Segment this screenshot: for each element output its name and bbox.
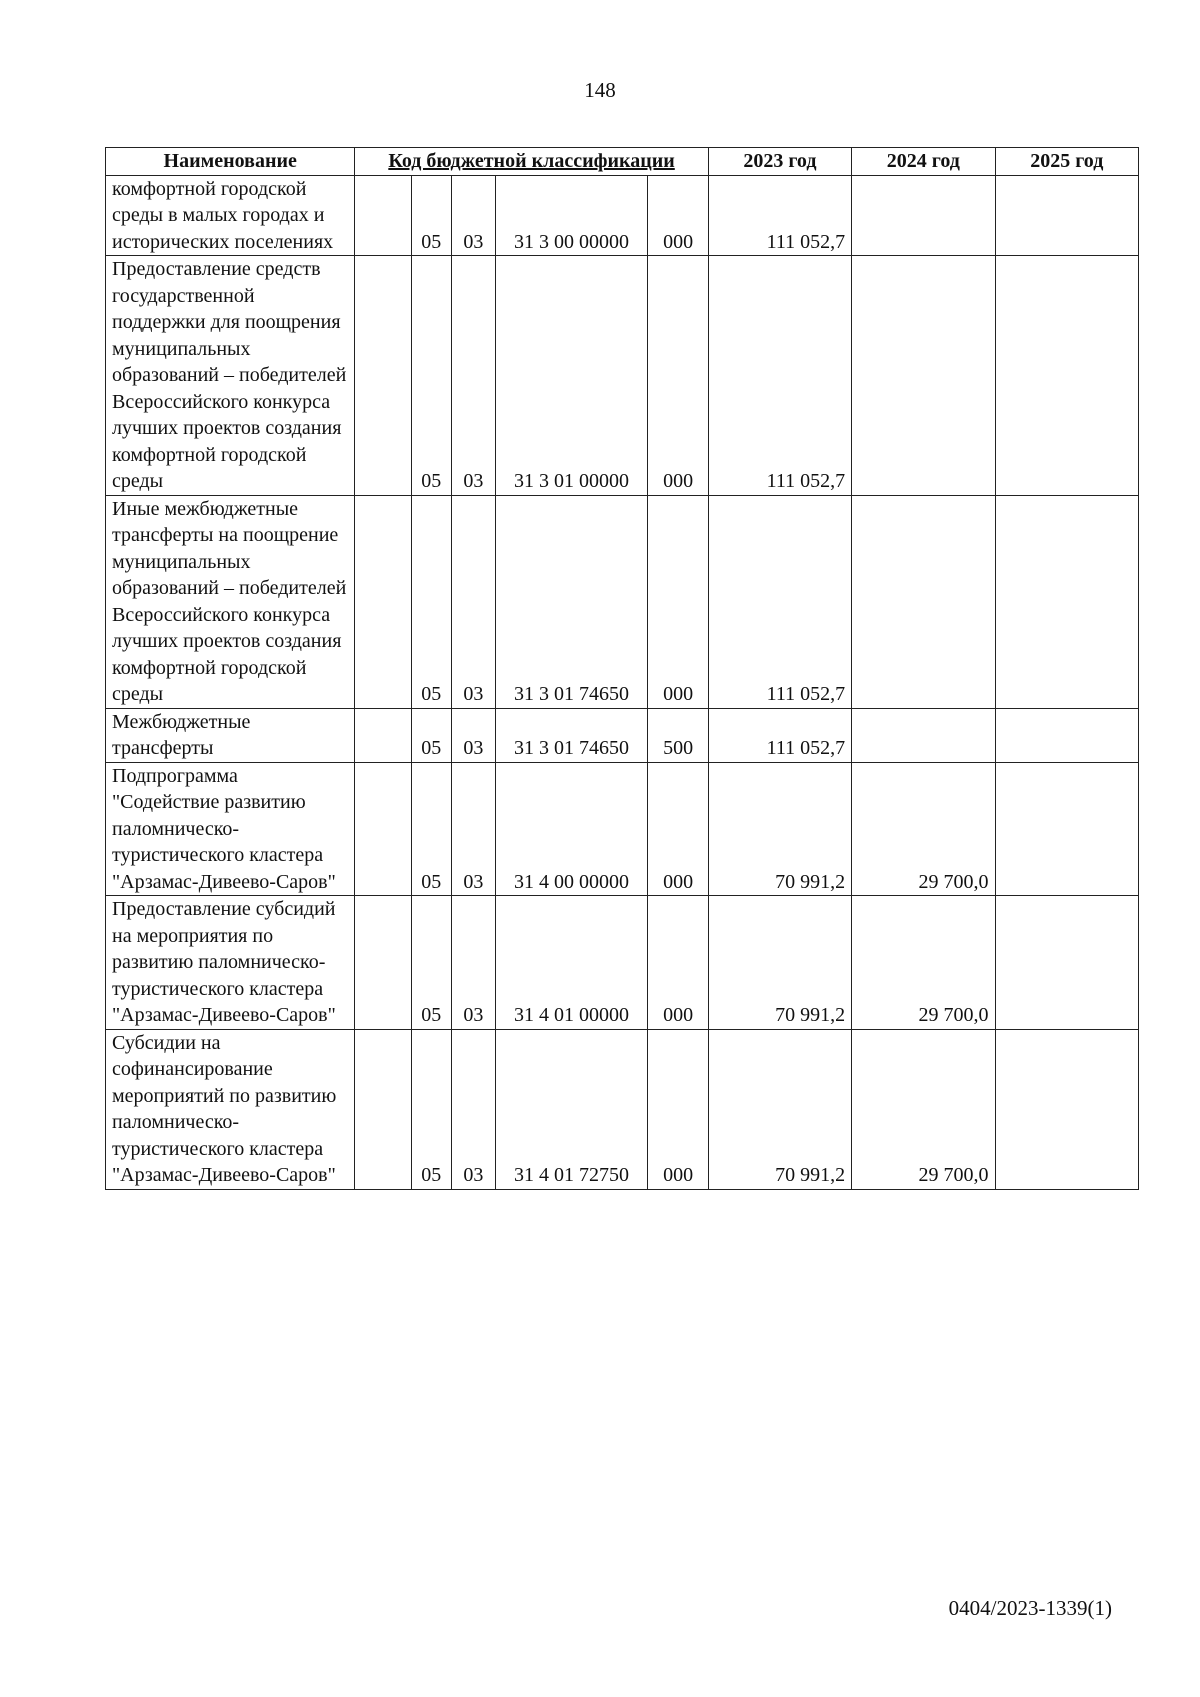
row-section: 05 [411,708,452,762]
row-amount-2023: 70 991,2 [708,1029,851,1189]
row-target-article: 31 3 01 74650 [495,708,648,762]
row-amount-2025 [995,762,1138,896]
row-code-1 [355,495,411,708]
row-subsection: 03 [452,256,496,496]
row-amount-2023: 70 991,2 [708,896,851,1030]
table-row [106,708,1139,762]
row-name: комфортной городской среды в малых городах и исторических поселениях [106,175,355,256]
row-amount-2024 [852,256,995,496]
row-expense-type: 000 [648,495,708,708]
row-amount-2025 [995,495,1138,708]
row-code-1 [355,896,411,1030]
row-code-1 [355,256,411,496]
row-target-article: 31 3 01 00000 [495,256,648,496]
row-code-1 [355,1029,411,1189]
header-name: Наименование [106,148,355,176]
row-amount-2024: 29 700,0 [852,896,995,1030]
row-target-article: 31 4 01 72750 [495,1029,648,1189]
table-header-row [106,148,1139,176]
row-subsection: 03 [452,896,496,1030]
row-expense-type: 000 [648,896,708,1030]
row-amount-2023: 111 052,7 [708,256,851,496]
row-target-article: 31 3 00 00000 [495,175,648,256]
row-amount-2025 [995,256,1138,496]
row-section: 05 [411,495,452,708]
row-subsection: 03 [452,1029,496,1189]
table-row [106,495,1139,708]
row-amount-2023: 70 991,2 [708,762,851,896]
row-subsection: 03 [452,762,496,896]
row-section: 05 [411,175,452,256]
row-section: 05 [411,256,452,496]
row-name: Межбюджетные трансферты [106,708,355,762]
document-number: 0404/2023-1339(1) [948,1596,1112,1620]
row-code-1 [355,175,411,256]
row-expense-type: 000 [648,175,708,256]
header-2025: 2025 год [995,148,1138,176]
row-amount-2023: 111 052,7 [708,175,851,256]
row-amount-2023: 111 052,7 [708,495,851,708]
row-name: Предоставление субсидий на мероприятия по развитию паломническо-туристического кластера "Арзамас-Дивеево-Саров" [106,896,355,1030]
row-amount-2025 [995,175,1138,256]
table-row [106,762,1139,896]
row-section: 05 [411,896,452,1030]
row-subsection: 03 [452,495,496,708]
row-amount-2024: 29 700,0 [852,1029,995,1189]
row-expense-type: 000 [648,1029,708,1189]
row-amount-2024 [852,175,995,256]
table-row [106,896,1139,1030]
row-subsection: 03 [452,175,496,256]
header-2024: 2024 год [852,148,995,176]
row-amount-2024 [852,495,995,708]
row-target-article: 31 4 01 00000 [495,896,648,1030]
header-2023: 2023 год [708,148,851,176]
table-row [106,175,1139,256]
header-budget-code: Код бюджетной классификации [355,148,708,176]
row-target-article: 31 3 01 74650 [495,495,648,708]
table-row [106,1029,1139,1189]
row-amount-2025 [995,1029,1138,1189]
row-amount-2025 [995,708,1138,762]
budget-table [105,147,1139,1190]
row-subsection: 03 [452,708,496,762]
row-name: Иные межбюджетные трансферты на поощрение муниципальных образований – победителей Всероссийского конкурса лучших проектов создания комфортной городской среды [106,495,355,708]
row-amount-2024 [852,708,995,762]
row-section: 05 [411,1029,452,1189]
table-row [106,256,1139,496]
row-name: Субсидии на софинансирование мероприятий по развитию паломническо-туристического кластера "Арзамас-Дивеево-Саров" [106,1029,355,1189]
page-number: 148 [584,78,616,102]
row-name: Предоставление средств государственной поддержки для поощрения муниципальных образований – победителей Всероссийского конкурса лучших проектов создания комфортной городской среды [106,256,355,496]
row-amount-2025 [995,896,1138,1030]
row-expense-type: 000 [648,762,708,896]
row-amount-2023: 111 052,7 [708,708,851,762]
row-code-1 [355,762,411,896]
row-name: Подпрограмма "Содействие развитию паломническо-туристического кластера "Арзамас-Дивеево-Саров" [106,762,355,896]
row-amount-2024: 29 700,0 [852,762,995,896]
row-expense-type: 500 [648,708,708,762]
row-section: 05 [411,762,452,896]
row-expense-type: 000 [648,256,708,496]
row-code-1 [355,708,411,762]
row-target-article: 31 4 00 00000 [495,762,648,896]
